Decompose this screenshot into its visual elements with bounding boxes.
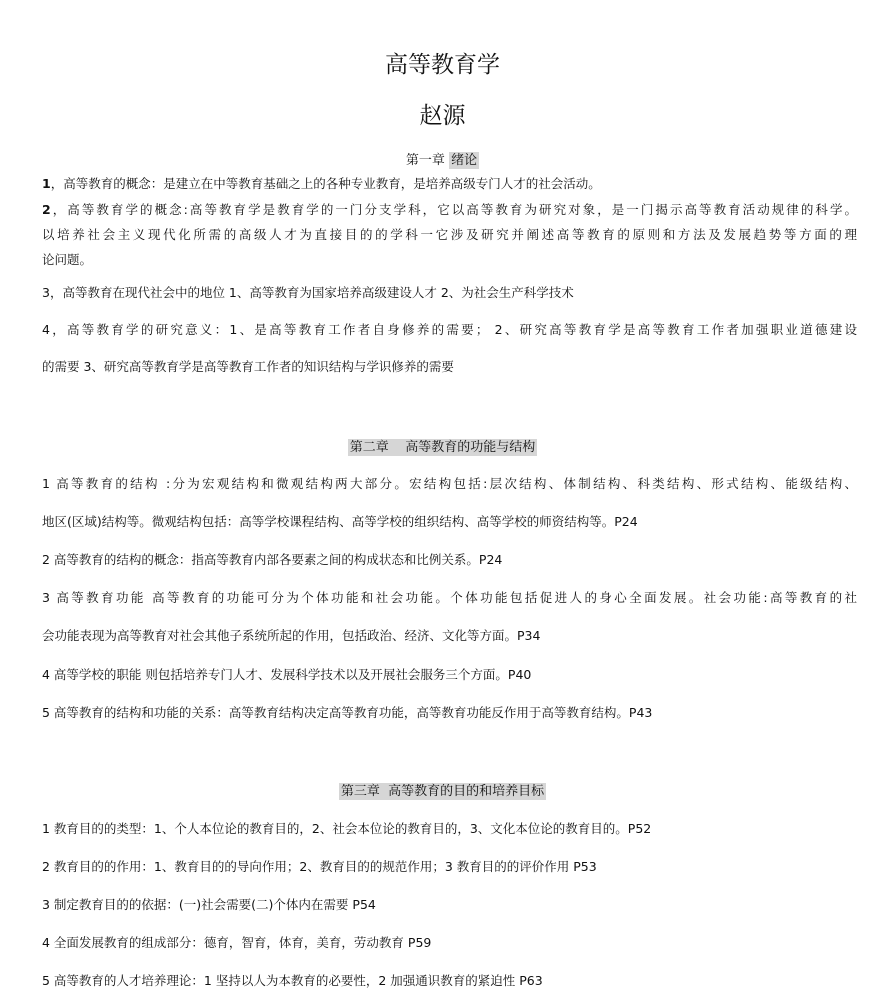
- paragraph-line: 5 高等教育的人才培养理论：1 坚持以人为本教育的必要性，2 加强通识教育的紧迫性 P63: [42, 973, 543, 988]
- paragraph-line: 会功能表现为高等教育对社会其他子系统所起的作用，包括政治、经济、文化等方面。P34: [42, 628, 541, 643]
- paragraph-line: 4 全面发展教育的组成部分：德育，智育，体育，美育，劳动教育 P59: [42, 935, 432, 950]
- paragraph-line: 3，高等教育在现代社会中的地位 1、高等教育为国家培养高级建设人才 2、为社会生产科学技术: [42, 285, 574, 300]
- paragraph-line: 论问题。: [42, 252, 93, 267]
- item-number: 2: [42, 202, 51, 217]
- chapter-3-heading: [0, 780, 885, 799]
- paragraph-line: 2 教育目的的作用：1、教育目的的导向作用；2、教育目的的规范作用；3 教育目的的评价作用 P53: [42, 859, 597, 874]
- paragraph-line: 地区(区域)结构等。微观结构包括：高等学校课程结构、高等学校的组织结构、高等学校的师资结构等。P24: [42, 514, 638, 529]
- document-author: 赵源: [419, 103, 466, 129]
- line-text: ，高等教育学的概念:高等教育学是教育学的一门分支学科，它以高等教育为研究对象，是一门揭示高等教育活动规律的科学。: [50, 202, 857, 217]
- paragraph-line: 1 教育目的的类型：1、个人本位论的教育目的，2、社会本位论的教育目的，3、文化本位论的教育目的。P52: [42, 821, 652, 836]
- paragraph-line: 4 高等学校的职能 则包括培养专门人才、发展科学技术以及开展社会服务三个方面。P40: [42, 667, 532, 682]
- paragraph-line: 3 制定教育目的的依据：(一)社会需要(二)个体内在需要 P54: [42, 897, 376, 912]
- paragraph-line: 3 高等教育功能 高等教育的功能可分为个体功能和社会功能。个体功能包括促进人的身心全面发展。社会功能:高等教育的社: [42, 590, 857, 605]
- chapter-1-heading: [0, 149, 885, 168]
- paragraph-line: 4，高等教育学的研究意义：1、是高等教育工作者自身修养的需要； 2、研究高等教育学是高等教育工作者加强职业道德建设: [42, 322, 857, 337]
- paragraph-line: 1 高等教育的结构 :分为宏观结构和微观结构两大部分。宏结构包括:层次结构、体制结构、科类结构、形式结构、能级结构、: [42, 476, 857, 491]
- chapter-1-title: 绪论: [451, 153, 478, 168]
- chapter-1-prefix: 第一章: [405, 153, 445, 168]
- chapter-2-heading: [0, 436, 885, 455]
- paragraph-line: 2 高等教育的结构的概念：指高等教育内部各要素之间的构成状态和比例关系。P24: [42, 552, 503, 567]
- line-text: ，高等教育的概念：是建立在中等教育基础之上的各种专业教育，是培养高级专门人才的社会活动。: [50, 176, 601, 191]
- paragraph-line: [42, 175, 857, 193]
- paragraph-line: 以培养社会主义现代化所需的高级人才为直接目的的学科一它涉及研究并阐述高等教育的原则和方法及发展趋势等方面的理: [42, 227, 857, 242]
- chapter-2-title: 第二章 高等教育的功能与结构: [349, 440, 536, 455]
- paragraph-line: [42, 201, 857, 219]
- paragraph-line: 5 高等教育的结构和功能的关系：高等教育结构决定高等教育功能，高等教育功能反作用于高等教育结构。P43: [42, 705, 653, 720]
- document-title: 高等教育学: [385, 52, 500, 78]
- chapter-3-title: 第三章 高等教育的目的和培养目标: [340, 784, 545, 799]
- paragraph-line: 的需要 3、研究高等教育学是高等教育工作者的知识结构与学识修养的需要: [42, 359, 454, 374]
- item-number: 1: [42, 176, 51, 191]
